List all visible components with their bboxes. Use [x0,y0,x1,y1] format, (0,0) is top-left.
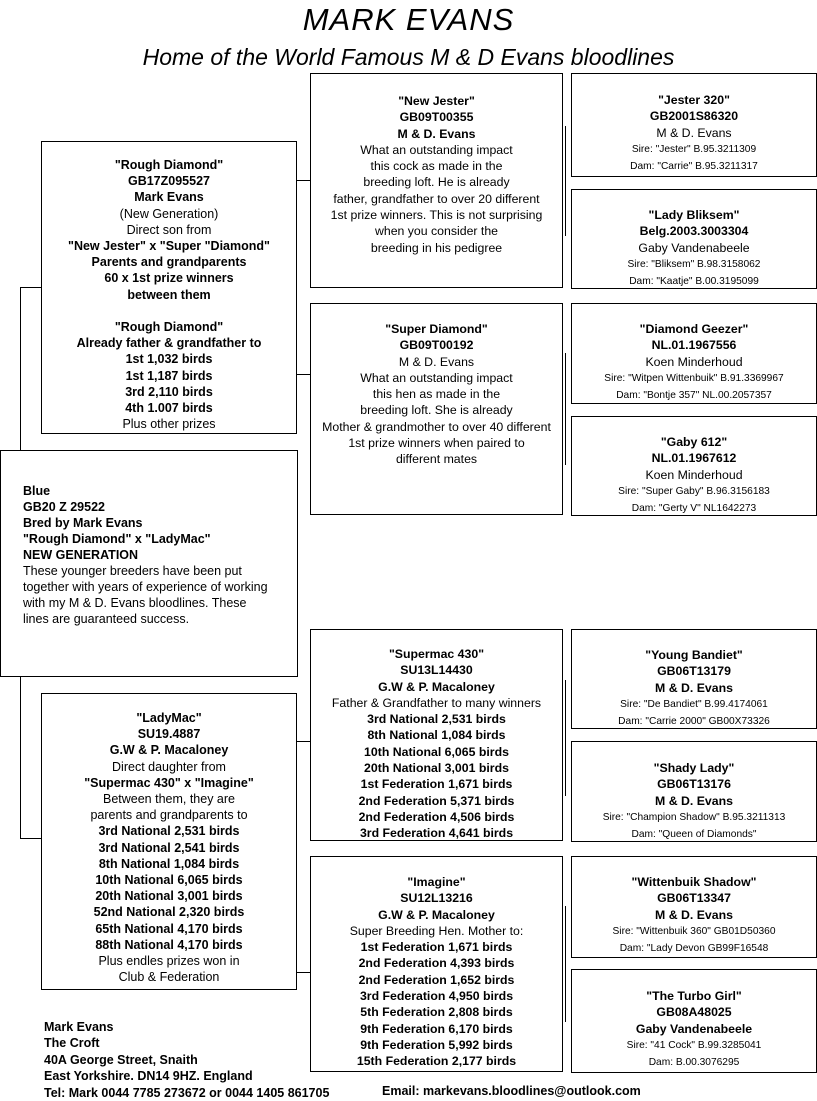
card-line: GB08A48025 [656,1005,732,1020]
card-line: Mother & grandmother to over 40 different [322,419,551,434]
card-line: What an outstanding impact [360,370,513,385]
card-line: SU13L14430 [400,663,473,678]
card-line: parents and grandparents to [90,808,248,823]
card-line: this hen as made in the [372,387,501,402]
subject-lines [23,483,268,563]
card-line: 5th Federation 2,808 birds [360,1005,513,1020]
card-line: Club & Federation [118,970,220,985]
card-line: NL.01.1967556 [651,338,737,353]
card-line: Dam: "Bontje 357" NL.00.2057357 [616,389,772,401]
card-line: 3rd Federation 4,950 birds [359,989,514,1004]
card-line: M & D. Evans [655,680,733,695]
card-line: (New Generation) [119,206,219,221]
connector [20,838,41,839]
card-line: "Supermac 430" x "Imagine" [84,775,254,790]
card-line: Sire: "Super Gaby" B.96.3156183 [618,485,770,497]
dam-sire-card [310,629,563,841]
card-line: breeding loft. She is already [360,403,513,418]
card-line: 2nd Federation 1,652 birds [358,972,515,987]
card-line: 1st Federation 1,671 birds [360,777,513,792]
gg-card-gaby-612 [571,416,817,516]
card-line: 2nd Federation 4,506 birds [358,809,515,824]
gg-card-diamond-geezer [571,303,817,404]
card-line: Plus other prizes [122,417,216,432]
card-line: 3rd National 2,531 birds [367,712,506,727]
card-line: 88th National 4,170 birds [95,937,243,952]
card-line: 15th Federation 2,177 birds [356,1054,517,1069]
sire-dam-card [310,303,563,515]
card-line: M & D. Evans [655,793,733,808]
card-line: 3rd Federation 4,641 birds [359,826,514,841]
card-line: "Gaby 612" [660,435,728,449]
card-line: Gaby Vandenabeele [638,240,750,255]
card-line: father, grandfather to over 20 different [333,191,540,206]
card-line: 1st 1,187 birds [125,368,213,383]
subject-description [23,563,268,627]
card-line: 8th National 1,084 birds [98,856,240,871]
card-line: What an outstanding impact [360,142,513,157]
connector [565,126,566,236]
card-line: M & D. Evans [655,907,733,922]
gg-card-lady-bliksem [571,189,817,289]
card-line: Already father & grandfather to [76,336,262,351]
card-line: 10th National 6,065 birds [364,744,509,759]
card-line: "Young Bandiet" [645,648,743,662]
card-line: 4th 1.007 birds [125,401,213,416]
subject-line: "Rough Diamond" x "LadyMac" [23,532,211,546]
card-line: "The Turbo Girl" [646,989,742,1003]
card-line: GB06T13347 [657,891,731,906]
card-line: "Lady Bliksem" [648,208,740,222]
dam-card [41,693,297,990]
card-line: Plus endles prizes won in [98,954,240,969]
card-line: breeding loft. He is already [363,175,510,190]
card-line: between them [127,287,211,302]
subject-line: NEW GENERATION [23,548,139,562]
card-line: M & D. Evans [397,126,476,141]
card-line: Between them, they are [102,792,236,807]
description-line: with my M & D. Evans bloodlines. These [23,596,247,610]
description-line: These younger breeders have been put [23,564,242,578]
card-line: 3rd National 2,531 birds [98,824,240,839]
card-line: Sire: "41 Cock" B.99.3285041 [626,1039,762,1051]
card-line: 8th National 1,084 birds [367,728,506,743]
connector [296,741,310,742]
connector [20,287,41,288]
gg-card-young-bandiet [571,629,817,729]
card-line: 20th National 3,001 birds [95,889,243,904]
sire-card [41,141,297,434]
address-line: 40A George Street, Snaith [44,1052,198,1067]
card-line: Parents and grandparents [91,255,247,270]
card-line: 10th National 6,065 birds [95,873,243,888]
dam-dam-card [310,856,563,1072]
gg-card-jester-320 [571,73,817,177]
card-line: G.W & P. Macaloney [378,907,495,922]
card-line: Father & Grandfather to many winners [331,695,542,710]
card-line: Sire: "Bliksem" B.98.3158062 [627,258,761,270]
card-line: SU12L13216 [400,891,473,906]
card-line: NL.01.1967612 [651,451,737,466]
subject-line: GB20 Z 29522 [23,500,105,514]
card-line: "Shady Lady" [653,761,735,775]
subject-line: Bred by Mark Evans [23,516,143,530]
card-line: Dam: "Lady Devon GB99F16548 [619,942,769,954]
card-line: 3rd National 2,541 birds [98,840,240,855]
card-line: breeding in his pedigree [370,240,503,255]
card-line: 2nd Federation 5,371 birds [358,793,515,808]
contact-email: Email: markevans.bloodlines@outlook.com [382,1084,641,1098]
card-line: M & D. Evans [656,125,732,140]
gg-card-the-turbo-girl [571,969,817,1073]
card-line: 1st prize winners. This is not surprising [330,208,543,223]
card-line: 60 x 1st prize winners [104,271,234,286]
card-line: Sire: "Champion Shadow" B.95.3211313 [602,811,786,823]
card-line: Koen Minderhoud [645,467,743,482]
card-line: 1st 1,032 birds [125,352,213,367]
card-line: 1st Federation 1,671 birds [360,940,513,955]
card-line: Super Breeding Hen. Mother to: [349,923,524,938]
card-line: Dam: "Carrie" B.95.3211317 [630,160,758,172]
card-line: this cock as made in the [370,159,503,174]
card-line: Dam: "Kaatje" B.00.3195099 [629,275,759,287]
card-line: 1st prize winners when paired to [348,436,525,451]
card-line: "Super Diamond" [385,322,488,336]
card-line: GB09T00192 [399,338,474,353]
card-line: Sire: "De Bandiet" B.99.4174061 [620,698,768,710]
connector [20,287,21,450]
connector [296,374,310,375]
connector [296,972,310,973]
page-title: MARK EVANS [302,2,515,37]
card-line: "New Jester" x "Super "Diamond" [68,239,270,254]
card-line: 20th National 3,001 birds [364,761,509,776]
card-line: Dam: "Queen of Diamonds" [631,828,757,840]
card-line: GB06T13176 [657,777,731,792]
description-line: lines are guaranteed success. [23,612,190,626]
sire-sire-card [310,73,563,288]
card-line: when you consider the [374,224,499,239]
contact-address [44,1019,329,1101]
card-line: 9th Federation 6,170 birds [360,1021,513,1036]
connector [20,677,21,838]
card-line: GB09T00355 [399,110,474,125]
card-line: M & D. Evans [398,354,475,369]
connector [565,906,566,1022]
card-line: Mark Evans [134,190,204,205]
card-line: 65th National 4,170 birds [95,921,243,936]
address-line: The Croft [44,1036,100,1051]
card-line: 52nd National 2,320 birds [93,905,245,920]
card-line: "LadyMac" [136,711,202,725]
card-line: 2nd Federation 4,393 birds [358,956,515,971]
card-line: "Rough Diamond" [114,320,224,335]
card-line: "Imagine" [407,875,466,889]
card-line: SU19.4887 [137,727,201,742]
card-line: Sire: "Jester" B.95.3211309 [631,143,757,155]
card-line: Sire: "Witpen Wittenbuik" B.91.3369967 [604,372,784,384]
card-line: "New Jester" [398,94,475,108]
card-line: Dam: "Gerty V" NL1642273 [631,502,757,514]
phone-line: Tel: Mark 0044 7785 273672 or 0044 1405 861705 [44,1085,330,1100]
connector [296,180,310,181]
card-line: GB06T13179 [657,664,731,679]
card-line [42,303,296,319]
gg-card-shady-lady [571,741,817,842]
card-line: GB17Z095527 [127,174,210,189]
card-line: Sire: "Wittenbuik 360" GB01D50360 [612,925,776,937]
card-line: G.W & P. Macaloney [378,679,495,694]
card-line: "Rough Diamond" [114,158,224,172]
card-line: G.W & P. Macaloney [109,743,229,758]
card-line: Direct son from [126,222,212,237]
card-line: 3rd 2,110 birds [125,384,213,399]
card-line: "Jester 320" [658,93,730,107]
card-line: Direct daughter from [112,759,226,774]
page-subtitle: Home of the World Famous M & D Evans bloodlines [142,44,675,70]
card-line: "Wittenbuik Shadow" [631,875,757,889]
card-line: Gaby Vandenabeele [635,1021,753,1036]
description-line: together with years of experience of working [23,580,268,594]
connector [565,680,566,796]
address-line: Mark Evans [44,1020,114,1034]
connector [565,353,566,465]
gg-card-wittenbuik-shadow [571,856,817,958]
subject-bird-card [0,450,298,677]
subject-line: Blue [23,484,51,498]
card-line: "Supermac 430" [388,647,485,661]
card-line: Belg.2003.3003304 [639,224,749,239]
card-line: Dam: B.00.3076295 [648,1056,740,1068]
card-line: GB2001S86320 [649,109,739,124]
address-line: East Yorkshire. DN14 9HZ. England [44,1069,253,1084]
card-line: Koen Minderhoud [645,354,743,369]
card-line: Dam: "Carrie 2000" GB00X73326 [618,715,770,727]
card-line: different mates [395,452,478,467]
card-line: 9th Federation 5,992 birds [360,1037,513,1052]
card-line: "Diamond Geezer" [639,322,749,336]
